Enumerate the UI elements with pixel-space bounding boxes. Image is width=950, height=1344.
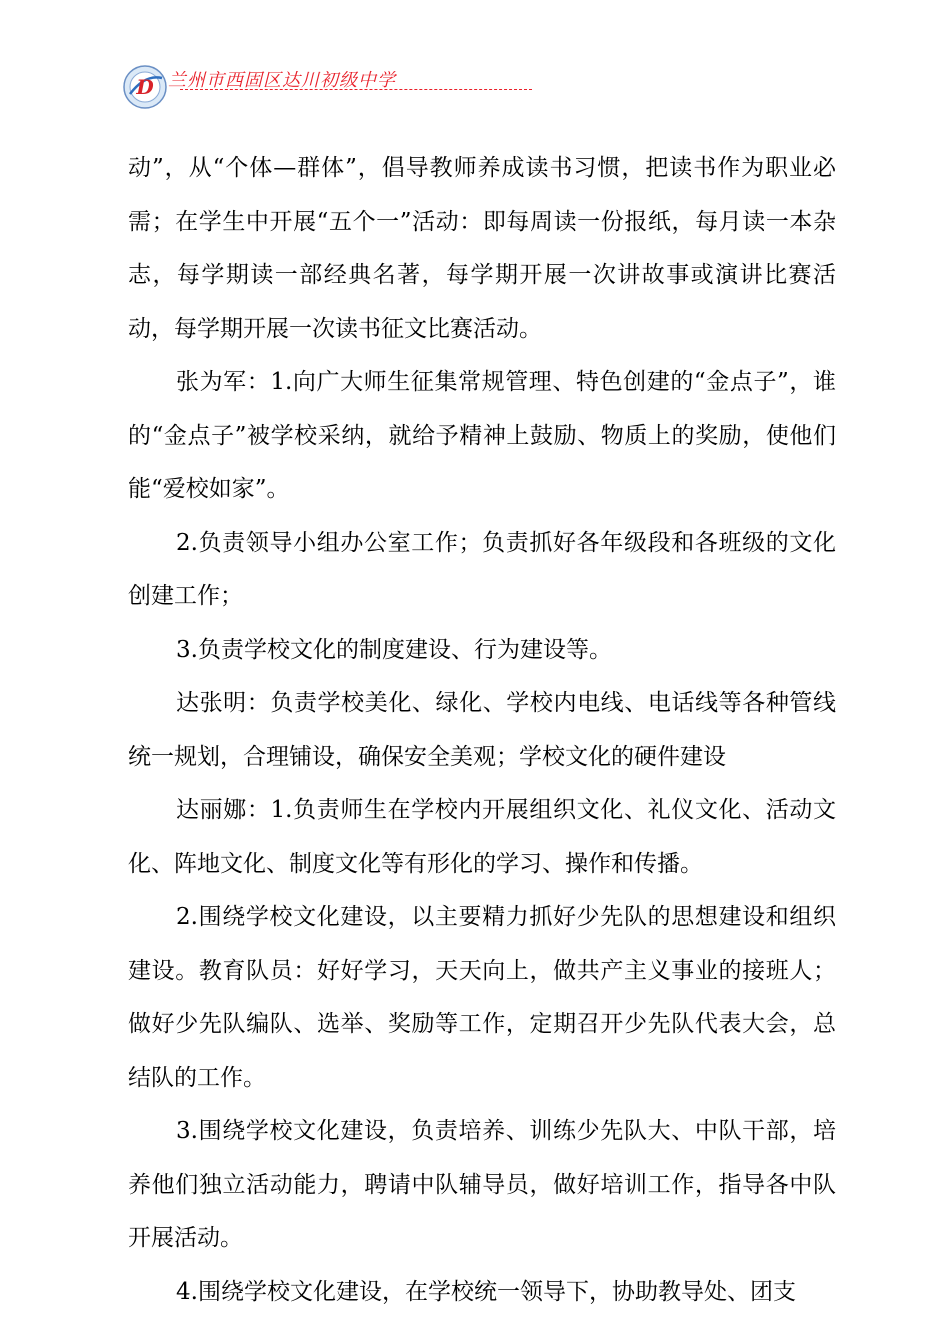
header-divider (180, 89, 532, 90)
page-header (118, 62, 538, 112)
paragraph: 2.负责领导小组办公室工作；负责抓好各年级段和各班级的文化创建工作； (128, 529, 836, 609)
paragraph: 3.围绕学校文化建设，负责培养、训练少先队大、中队干部，培养他们独立活动能力，聘请中队辅导员，做好培训工作，指导各中队开展活动。 (128, 1118, 836, 1251)
paragraph: 3.负责学校文化的制度建设、行为建设等。 (176, 636, 612, 663)
paragraph: 达张明：负责学校美化、绿化、学校内电线、电话线等各种管线统一规划，合理铺设，确保安全美观；学校文化的硬件建设 (128, 690, 836, 770)
paragraph: 动”，从“个体—群体”，倡导教师养成读书习惯，把读书作为职业必需；在学生中开展“五个一”活动：即每周读一份报纸，每月读一本杂志，每学期读一部经典名著，每学期开展一次讲故事或演讲比赛活动，每学期开展一次读书征文比赛活动。 (128, 155, 836, 342)
logo-letter: D (136, 75, 154, 99)
paragraph: 张为军：1.向广大师生征集常规管理、特色创建的“金点子”，谁的“金点子”被学校采纳，就给予精神上鼓励、物质上的奖励，使他们能“爱校如家”。 (128, 369, 836, 502)
paragraph: 2.围绕学校文化建设，以主要精力抓好少先队的思想建设和组织建设。教育队员：好好学习，天天向上，做共产主义事业的接班人；做好少先队编队、选举、奖励等工作，定期召开少先队代表大会，总结队的工作。 (128, 904, 836, 1091)
paragraph: 达丽娜：1.负责师生在学校内开展组织文化、礼仪文化、活动文化、阵地文化、制度文化等有形化的学习、操作和传播。 (128, 797, 836, 877)
paragraph: 4.围绕学校文化建设，在学校统一领导下，协助教导处、团支 (176, 1278, 796, 1305)
school-name: 兰州市西固区达川初级中学 (168, 70, 396, 91)
document-body (128, 142, 836, 1319)
school-logo-icon (122, 64, 168, 110)
